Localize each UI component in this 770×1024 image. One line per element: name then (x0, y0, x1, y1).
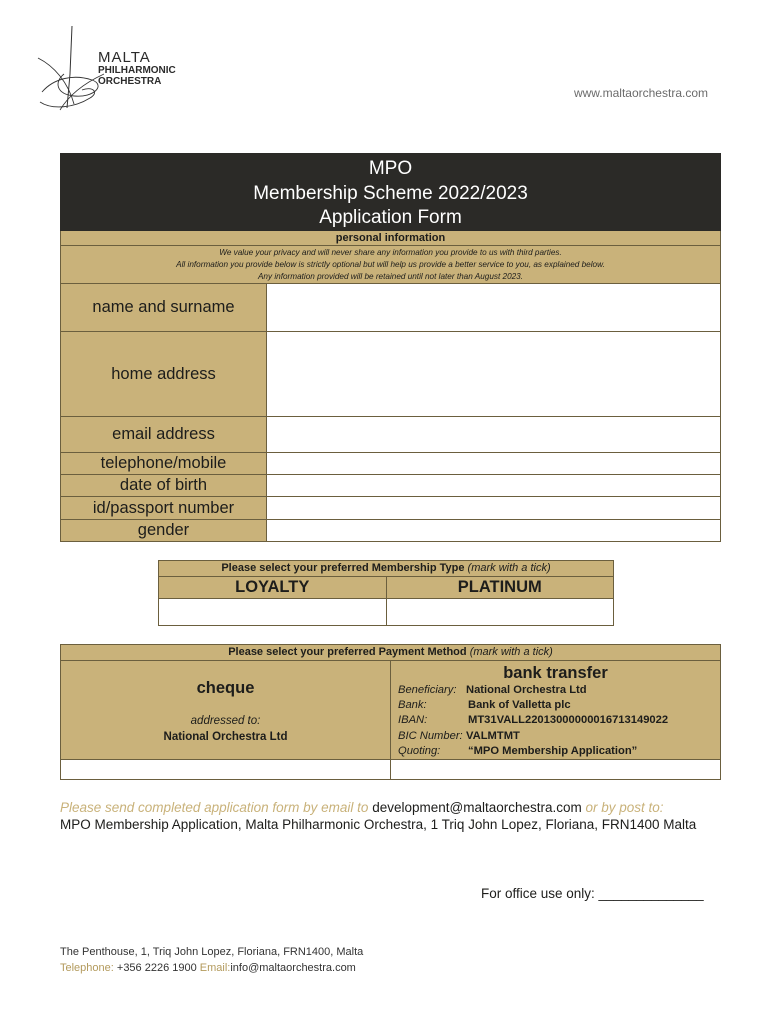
telephone-field[interactable] (267, 453, 720, 474)
bank-value: National Orchestra Ltd (466, 684, 587, 696)
platinum-tick-box[interactable] (387, 599, 614, 625)
send-instructions (60, 800, 664, 815)
field-row-telephone (60, 453, 721, 475)
form-header-line-1: MPO (368, 158, 413, 179)
logo-line-malta: MALTA (98, 49, 151, 66)
id-passport-field[interactable] (267, 497, 720, 519)
field-row-gender (60, 520, 721, 542)
personal-info-table (60, 284, 721, 542)
orchestra-logo (34, 22, 194, 117)
payment-options (60, 661, 721, 760)
send-suffix: or by post to: (585, 800, 664, 815)
field-label-id: id/passport number (61, 497, 267, 519)
loyalty-tick-box[interactable] (159, 599, 387, 625)
bank-row-beneficiary (398, 683, 587, 698)
cheque-title: cheque (196, 679, 255, 697)
bank-key: Beneficiary: (398, 684, 457, 696)
bank-transfer-tick-box[interactable] (391, 760, 720, 779)
footer-email[interactable]: info@maltaorchestra.com (230, 962, 356, 974)
payment-method-heading (60, 644, 721, 661)
field-label-email: email address (61, 417, 267, 452)
footer-email-label: Email: (199, 962, 231, 974)
footer-address: The Penthouse, 1, Triq John Lopez, Floriana, FRN1400, Malta (60, 946, 364, 958)
footer-telephone[interactable]: +356 2226 1900 (116, 962, 197, 974)
membership-prompt: Please select your preferred Membership Type (221, 562, 465, 574)
form-header-line-3: Application Form (319, 207, 462, 228)
form-header-line-2: Membership Scheme 2022/2023 (253, 182, 528, 204)
logo-line-philharmonic: PHILHARMONIC (98, 65, 176, 76)
cheque-tick-box[interactable] (61, 760, 391, 779)
bank-key: IBAN: (398, 714, 428, 726)
bank-row-bank (398, 698, 571, 713)
membership-hint: (mark with a tick) (467, 562, 551, 574)
bank-row-iban (398, 713, 668, 728)
field-row-email (60, 417, 721, 453)
website-link[interactable]: www.maltaorchestra.com (573, 86, 708, 100)
bank-key: BIC Number: (398, 730, 463, 742)
privacy-line: All information you provide below is strictly optional but will help us provide a better service to you, as explained below. (176, 260, 605, 269)
membership-type-heading (158, 560, 614, 577)
name-field[interactable] (267, 284, 720, 331)
bank-value: “MPO Membership Application” (468, 745, 638, 757)
bank-key: Quoting: (398, 745, 441, 757)
cheque-addressed-label: addressed to: (190, 715, 261, 727)
email-field[interactable] (267, 417, 720, 452)
bank-key: Bank: (398, 699, 427, 711)
field-row-address (60, 332, 721, 417)
privacy-notice (60, 246, 721, 284)
send-prefix: Please send completed application form by email to (60, 800, 369, 815)
membership-option-platinum: PLATINUM (457, 578, 542, 596)
gender-field[interactable] (267, 520, 720, 541)
membership-tick-boxes (158, 599, 614, 626)
form-header (60, 153, 721, 231)
bank-transfer-option (391, 661, 720, 759)
payment-hint: (mark with a tick) (469, 646, 553, 658)
cheque-addressee: National Orchestra Ltd (163, 731, 288, 743)
field-row-dob (60, 475, 721, 497)
field-row-id (60, 497, 721, 520)
bank-value: VALMTMT (466, 730, 520, 742)
field-label-telephone: telephone/mobile (61, 453, 267, 474)
field-row-name (60, 284, 721, 332)
dob-field[interactable] (267, 475, 720, 496)
personal-information-heading: personal information (60, 231, 721, 246)
send-email-link[interactable]: development@maltaorchestra.com (372, 800, 582, 815)
privacy-line: Any information provided will be retained until not later than August 2023. (257, 272, 524, 281)
cheque-option (61, 661, 391, 759)
membership-options (158, 577, 614, 599)
logo-line-orchestra: ORCHESTRA (98, 76, 162, 87)
membership-option-loyalty: LOYALTY (159, 577, 387, 598)
field-label-dob: date of birth (61, 475, 267, 496)
field-label-name: name and surname (61, 284, 267, 331)
bank-transfer-title: bank transfer (503, 664, 608, 682)
field-label-address: home address (61, 332, 267, 416)
footer-contact (60, 962, 356, 974)
bank-value: MT31VALL22013000000016713149022 (468, 714, 669, 726)
privacy-line: We value your privacy and will never share any information you provide to us with third parties. (219, 248, 562, 257)
field-label-gender: gender (61, 520, 267, 541)
bank-row-quoting (398, 744, 637, 759)
bank-value: Bank of Valletta plc (468, 699, 571, 711)
payment-tick-boxes (60, 760, 721, 780)
office-use-only: For office use only: ______________ (481, 886, 704, 901)
postal-address: MPO Membership Application, Malta Philharmonic Orchestra, 1 Triq John Lopez, Floriana, FRN1400 Malta (60, 817, 697, 832)
address-field[interactable] (267, 332, 720, 416)
payment-prompt: Please select your preferred Payment Method (228, 646, 467, 658)
bank-row-bic (398, 729, 520, 744)
footer-telephone-label: Telephone: (60, 962, 114, 974)
